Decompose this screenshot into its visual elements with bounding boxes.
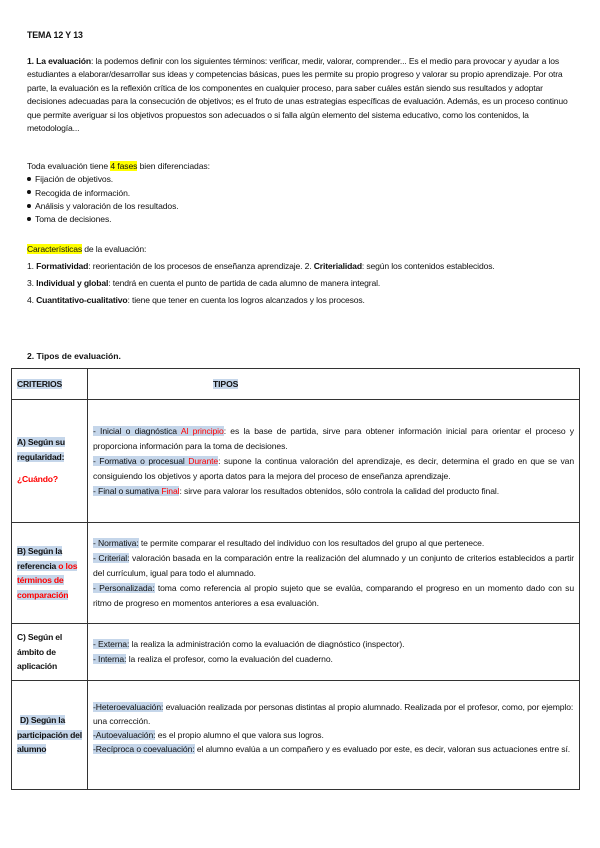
caracteristicas-heading: Características de la evaluación: xyxy=(27,244,147,254)
tipo-item: - Externa: la realiza la administración como la evaluación de diagnóstico (inspector). xyxy=(93,639,405,649)
fases-highlight: 4 fases xyxy=(110,161,138,171)
tipos-table xyxy=(11,368,580,790)
criterio-cell: A) Según su regularidad: ¿Cuándo? xyxy=(12,400,88,523)
table-row xyxy=(12,624,580,681)
bullet-icon xyxy=(27,217,31,221)
fase-item: Análisis y valoración de los resultados. xyxy=(27,200,210,213)
section-2-heading: 2. Tipos de evaluación. xyxy=(27,351,121,361)
tipo-item: - Personalizada: toma como referencia al propio sujeto que se evalúa, comparando el progreso en un momento dado con su ritmo de progreso en momentos anteriores a esa evaluación. xyxy=(93,582,575,608)
table-row xyxy=(12,681,580,790)
fases-intro: Toda evaluación tiene 4 fases bien diferenciadas: xyxy=(27,161,210,171)
section-1-heading: 1. La evaluación xyxy=(27,56,91,66)
criterio-question: ¿Cuándo? xyxy=(17,474,58,485)
fase-item: Recogida de información. xyxy=(27,187,210,200)
bullet-icon xyxy=(27,177,31,181)
document-title: TEMA 12 Y 13 xyxy=(27,30,83,40)
tipo-item: - Interna: la realiza el profesor, como la evaluación del cuaderno. xyxy=(93,654,333,664)
caracteristicas-section xyxy=(27,243,577,307)
tipo-item: - Inicial o diagnóstica Al principio: es la base de partida, sirve para obtener información inicial para orientar el proceso y proporciona información para la toma de decisiones. xyxy=(93,425,575,451)
criterio-cell: C) Según el ámbito de aplicación xyxy=(12,624,88,681)
bullet-icon xyxy=(27,204,31,208)
bullet-icon xyxy=(27,190,31,194)
tipo-item: -Heteroevaluación: evaluación realizada por personas distintas al propio alumnado. Realizada por el profesor, como, por ejemplo: una corrección. xyxy=(93,702,574,726)
header-criterios: CRITERIOS xyxy=(12,369,88,400)
table-row xyxy=(12,400,580,523)
fase-item: Toma de decisiones. xyxy=(27,213,210,226)
tipo-item: - Final o sumativa Final: sirve para valorar los resultados obtenidos, sólo controla la calidad del producto final. xyxy=(93,485,500,496)
header-tipos: TIPOS xyxy=(88,369,580,400)
criterio-cell: B) Según la referencia o los términos de comparación xyxy=(12,523,88,624)
tipos-cell xyxy=(88,400,580,523)
criterio-cell: D) Según la participación del alumno xyxy=(12,681,88,790)
tipos-cell xyxy=(88,523,580,624)
section-1-text: : la podemos definir con los siguientes términos: verificar, medir, valorar, comprender... Es el medio para provocar y ayudar a los estudiantes a elaborar/desarrollar sus ideas y competencias básicas, pues les permite su propio progreso y valorar su propio aprendizaje. Por otra parte, la evaluación es la reflexión crítica de los componentes en cualquier proceso, para saber cuáles están siendo sus resultados y adoptar decisiones adecuadas para la consecución de objetivos; es el fruto de unas estrategias específicas de evaluación. Además, es un proceso continuo que permite averiguar si los objetivos propuestos son adecuados o si falla algún elemento del sistema educativo, como los contenidos, la metodología... xyxy=(27,56,568,134)
tipos-cell xyxy=(88,681,580,790)
table-header-row xyxy=(12,369,580,400)
tipo-item: - Formativa o procesual Durante: supone la continua valoración del aprendizaje, es decir, determina el grado en que se van consiguiendo los objetivos y aporta datos para la mejora del proceso de enseñanza aprendizaje. xyxy=(93,455,575,481)
fases-list xyxy=(27,160,210,226)
tipos-cell xyxy=(88,624,580,681)
caracteristica-item: 3. Individual y global: tendrá en cuenta el punto de partida de cada alumno de manera integral. xyxy=(27,278,381,288)
fase-item: Fijación de objetivos. xyxy=(27,173,210,186)
caracteristica-item: 1. Formatividad: reorientación de los procesos de enseñanza aprendizaje. 2. Criterialidad: según los contenidos establecidos. xyxy=(27,261,495,271)
table-row xyxy=(12,523,580,624)
caracteristica-item: 4. Cuantitativo-cualitativo: tiene que tener en cuenta los logros alcanzados y los procesos. xyxy=(27,295,365,305)
tipo-item: -Autoevaluación: es el propio alumno el que valora sus logros. xyxy=(93,730,324,740)
tipo-item: - Normativa: te permite comparar el resultado del individuo con los resultados del grupo al que pertenece. xyxy=(93,537,485,548)
tipo-item: - Criterial: valoración basada en la comparación entre la realización del alumnado y un conjunto de criterios establecidos a partir del currículum, igual para todo el alumnado. xyxy=(93,552,574,578)
section-1-paragraph xyxy=(27,55,577,135)
tipo-item: -Recíproca o coevaluación: el alumno evalúa a un compañero y es evaluado por este, es decir, valoran sus actuaciones entre sí. xyxy=(93,744,571,754)
